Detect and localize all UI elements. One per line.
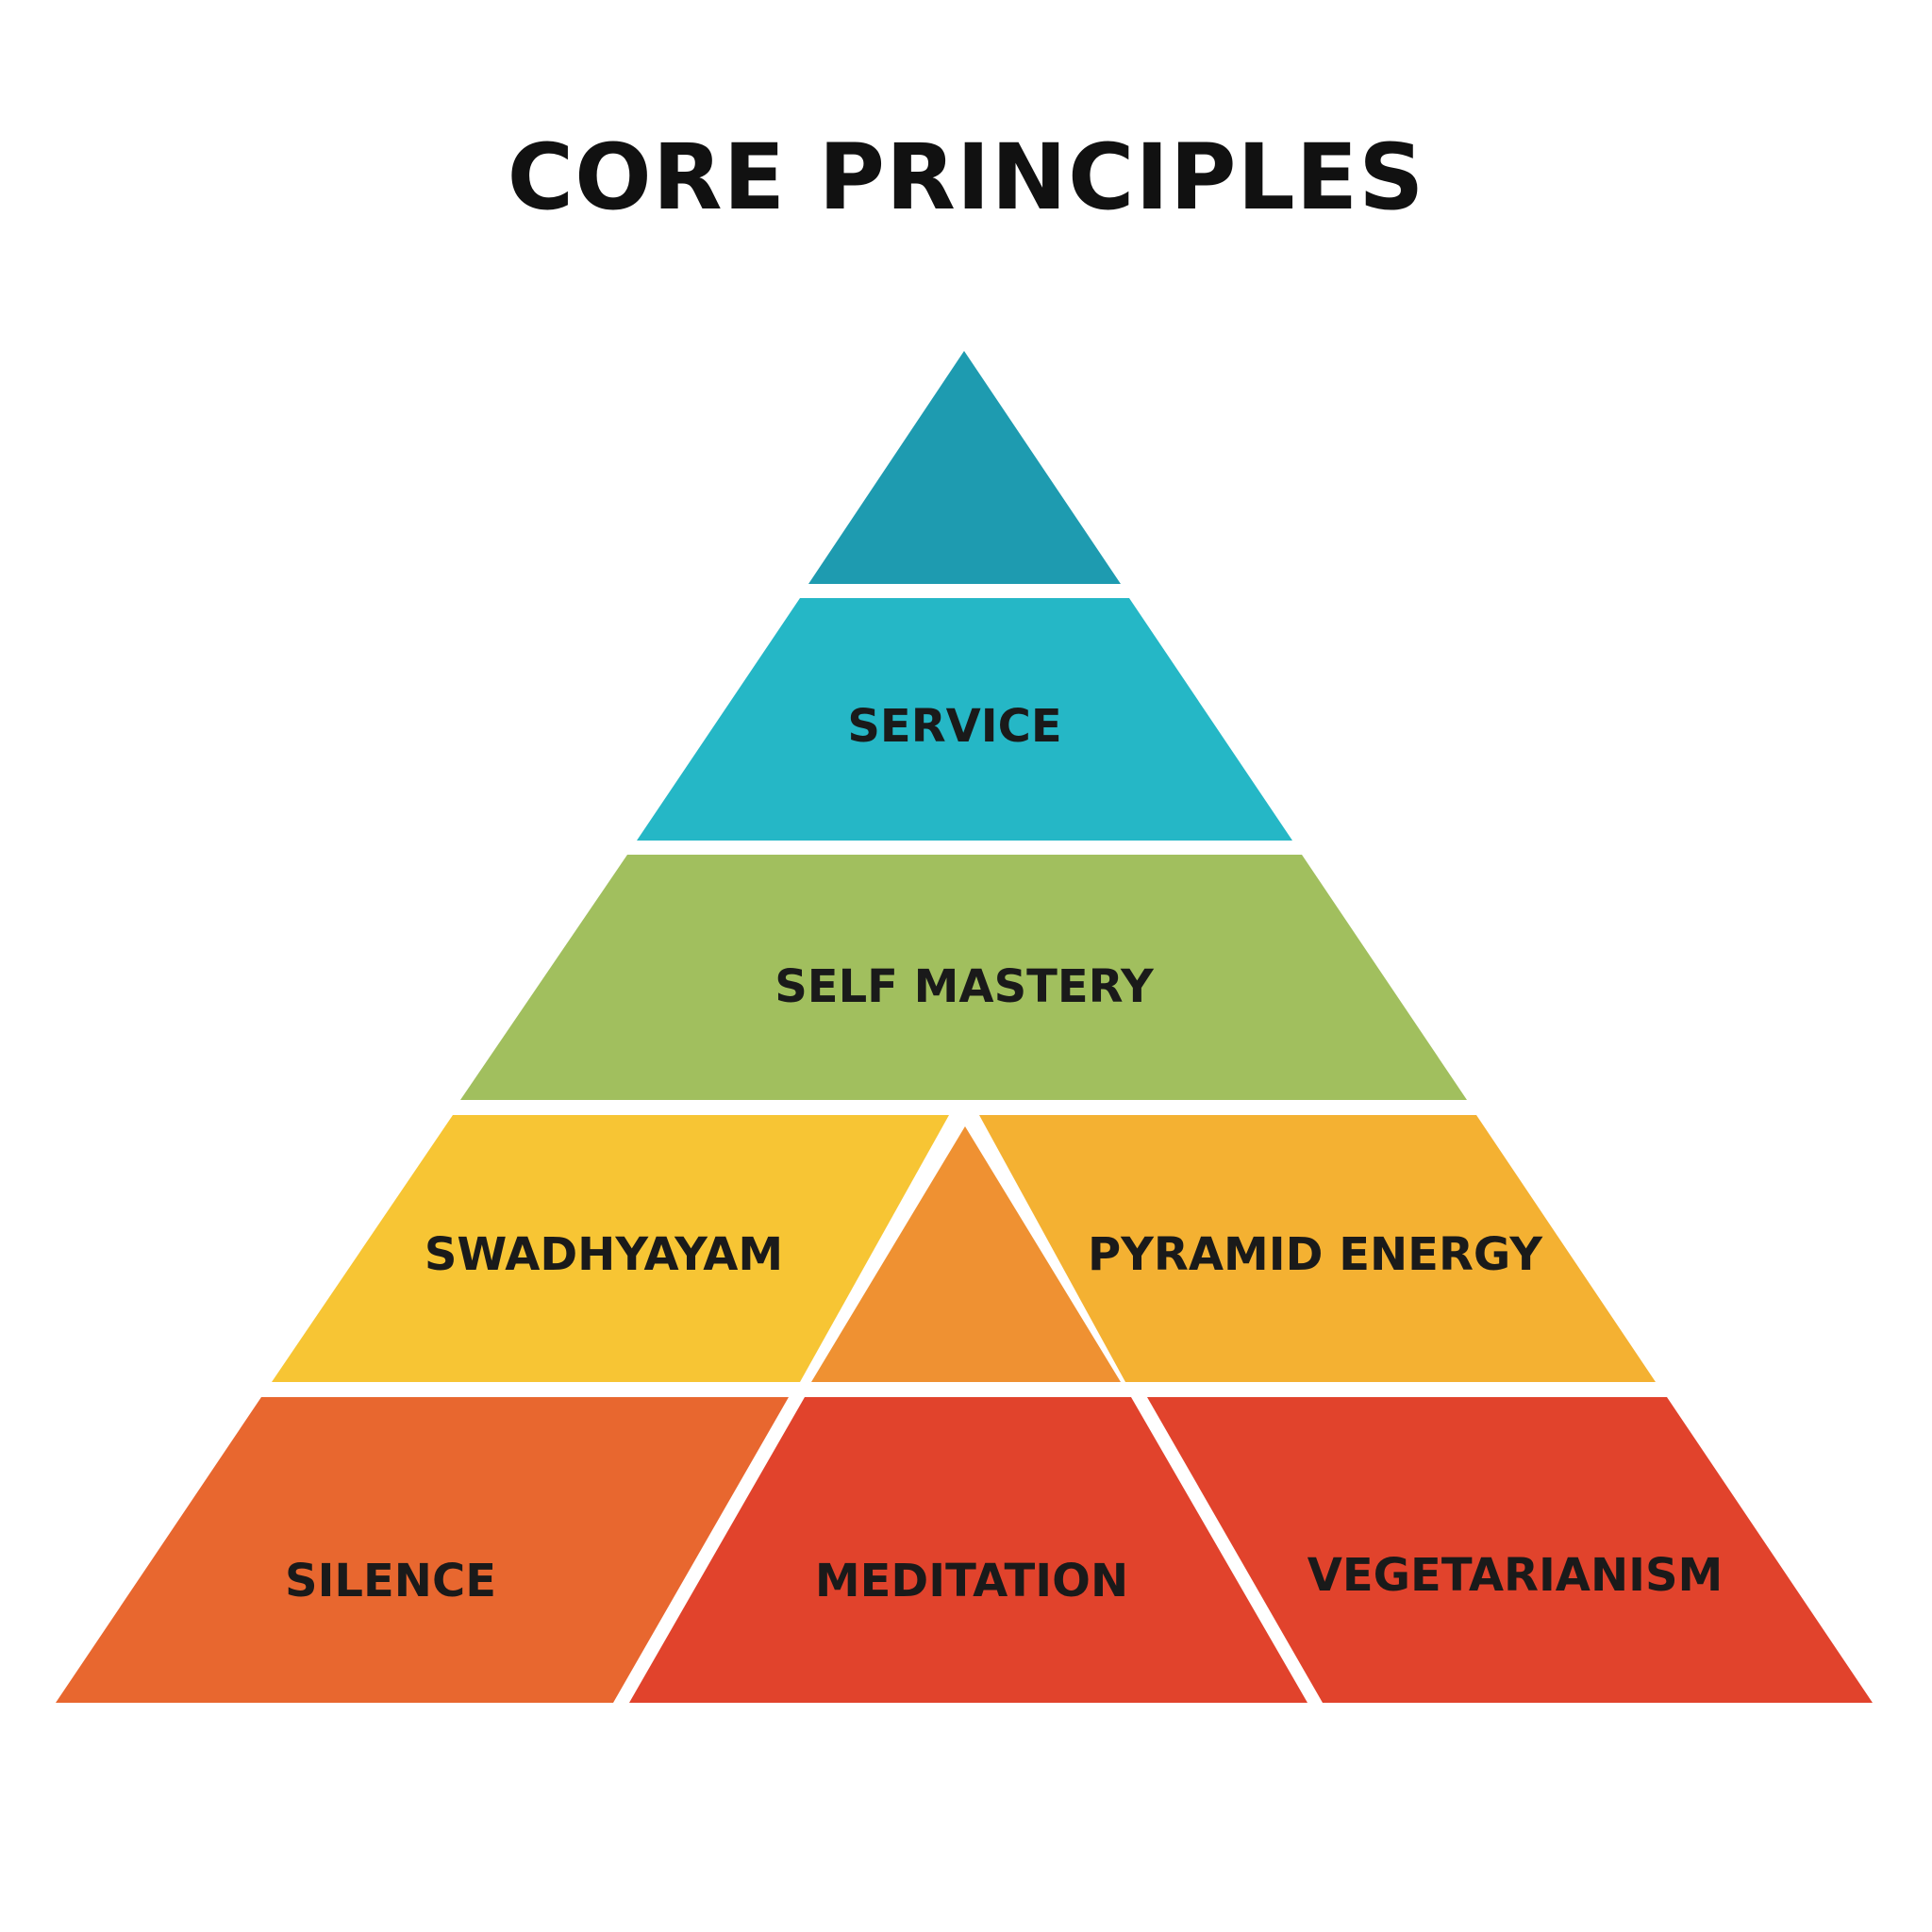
pyramid-apex (808, 351, 1121, 584)
label-swadhyayam: SWADHYAYAM (424, 1228, 784, 1281)
label-vegetarianism: VEGETARIANISM (1307, 1549, 1724, 1602)
label-silence: SILENCE (285, 1555, 496, 1607)
label-service: SERVICE (847, 700, 1062, 753)
label-meditation: MEDITATION (814, 1555, 1129, 1607)
label-pyramid-energy: PYRAMID ENERGY (1087, 1228, 1543, 1281)
page-title: CORE PRINCIPLES (507, 125, 1425, 230)
label-self-mastery: SELF MASTERY (774, 960, 1154, 1013)
